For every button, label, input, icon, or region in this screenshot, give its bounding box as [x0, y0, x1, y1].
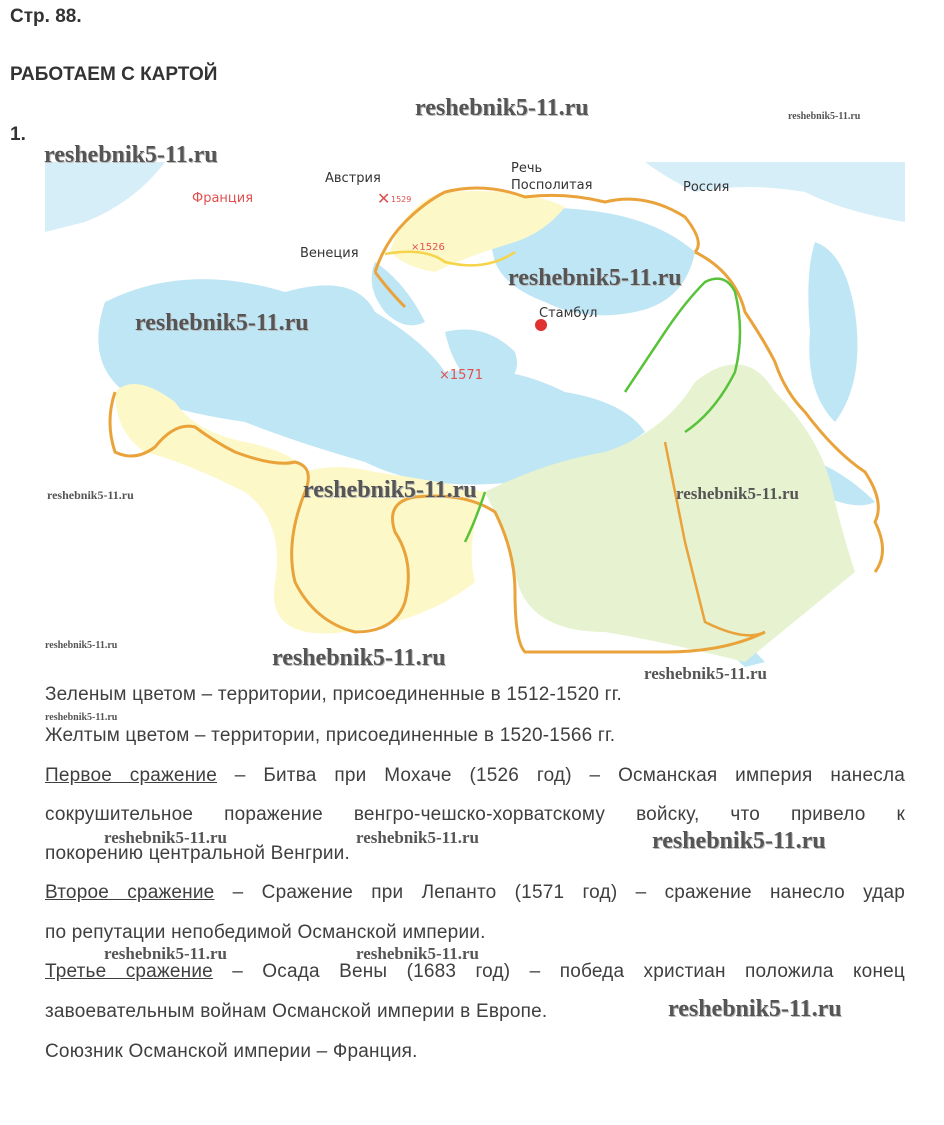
watermark: reshebnik5-11.ru [272, 645, 446, 671]
task-number: 1. [10, 124, 26, 145]
russia-label: Россия [683, 180, 730, 195]
legend-yellow: Желтым цветом – территории, присоединенные в 1520-1566 гг. [45, 725, 616, 746]
ottoman-map [45, 162, 905, 670]
watermark: reshebnik5-11.ru [356, 944, 479, 963]
venice-label: Венеция [300, 246, 359, 261]
watermark: reshebnik5-11.ru [47, 488, 134, 502]
austria-label: Австрия [325, 171, 381, 186]
battle-1526-label: ×1526 [411, 242, 445, 253]
watermark: reshebnik5-11.ru [676, 484, 799, 503]
france-label: Франция [192, 191, 254, 206]
battle-1529-label: 1529 [391, 195, 412, 204]
rzeczpospolita-label-2: Посполитая [511, 178, 593, 193]
battle-vienna-marker: ✕ [377, 189, 391, 208]
watermark: reshebnik5-11.ru [44, 142, 218, 168]
watermark: reshebnik5-11.ru [508, 265, 682, 291]
watermark: reshebnik5-11.ru [415, 95, 589, 121]
page-number: Стр. 88. [10, 6, 82, 27]
watermark: reshebnik5-11.ru [652, 828, 826, 854]
first-battle-line1 [45, 765, 905, 787]
third-battle-label: Третье сражение [45, 961, 213, 982]
watermark: reshebnik5-11.ru [303, 477, 477, 503]
first-battle-label: Первое сражение [45, 765, 217, 786]
third-battle-line1 [45, 961, 905, 983]
third-battle-line2: завоевательным войнам Османской империи в Европе. [45, 1001, 548, 1022]
watermark: reshebnik5-11.ru [45, 712, 118, 723]
watermark: reshebnik5-11.ru [356, 828, 479, 847]
watermark: reshebnik5-11.ru [135, 310, 309, 336]
second-battle-label: Второе сражение [45, 882, 215, 903]
battle-1571-label: ×1571 [439, 368, 483, 383]
section-title: РАБОТАЕМ С КАРТОЙ [10, 64, 218, 85]
watermark: reshebnik5-11.ru [45, 640, 118, 651]
watermark: reshebnik5-11.ru [668, 996, 842, 1022]
watermark: reshebnik5-11.ru [104, 828, 227, 847]
watermark: reshebnik5-11.ru [644, 664, 767, 683]
istanbul-label: Стамбул [539, 306, 598, 321]
watermark: reshebnik5-11.ru [788, 111, 861, 122]
legend-green: Зеленым цветом – территории, присоединенные в 1512-1520 гг. [45, 684, 622, 705]
second-battle-line1 [45, 882, 905, 904]
second-battle-text: – Сражение при Лепанто (1571 год) – сражение нанесло удар [214, 882, 905, 903]
third-battle-text: – Осада Вены (1683 год) – победа христиан положила конец [212, 961, 905, 982]
watermark: reshebnik5-11.ru [104, 944, 227, 963]
ally-line: Союзник Османской империи – Франция. [45, 1041, 418, 1062]
rzeczpospolita-label-1: Речь [511, 162, 543, 176]
first-battle-text: – Битва при Мохаче (1526 год) – Османская империя нанесла [216, 765, 905, 786]
first-battle-line2: сокрушительное поражение венгро-чешско-хорватскому войску, что привело к [45, 804, 905, 825]
second-battle-line2: по репутации непобедимой Османской империи. [45, 922, 486, 943]
first-battle-line3: покорению центральной Венгрии. [45, 843, 350, 864]
